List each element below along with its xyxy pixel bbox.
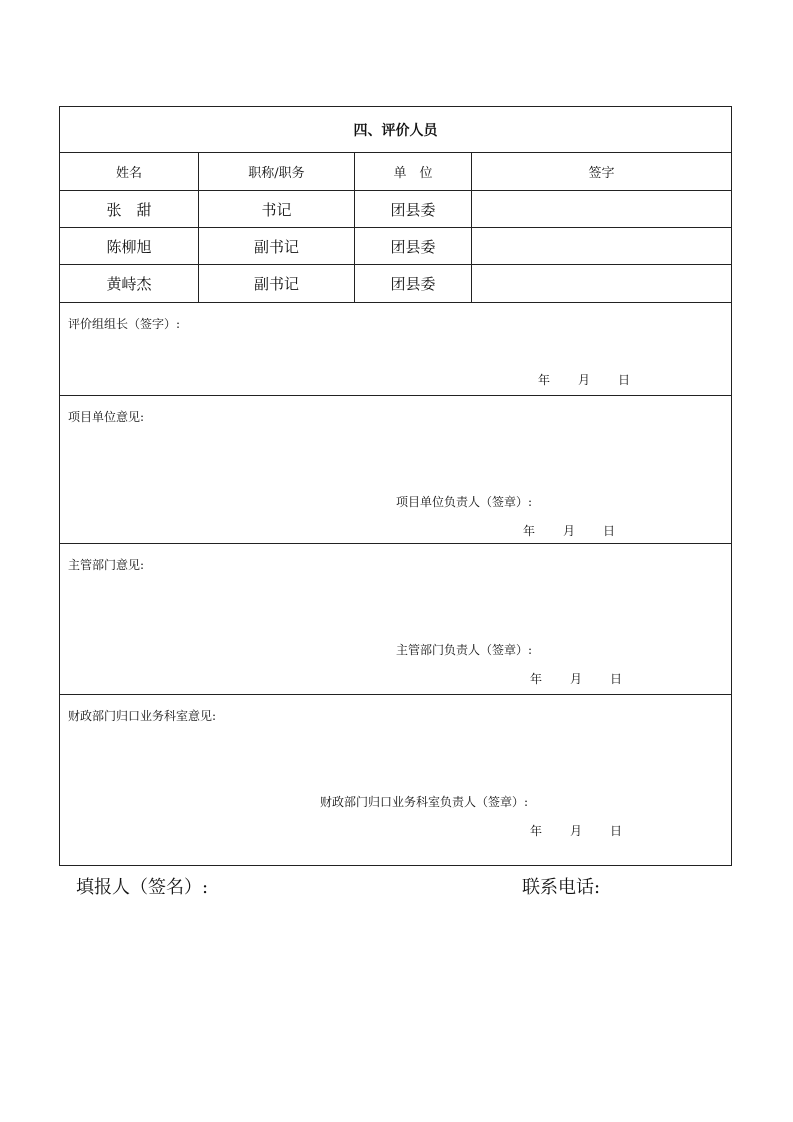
competent-dept-section[interactable] bbox=[60, 544, 731, 695]
project-unit-section[interactable] bbox=[60, 396, 731, 544]
table-row bbox=[60, 265, 731, 303]
table-row bbox=[60, 228, 731, 265]
member-title: 副书记 bbox=[199, 265, 355, 302]
date-day: 日 bbox=[610, 672, 623, 686]
competent-dept-date bbox=[530, 670, 622, 687]
date-year: 年 bbox=[530, 824, 543, 838]
date-day: 日 bbox=[610, 824, 623, 838]
finance-dept-date bbox=[530, 822, 622, 839]
date-month: 月 bbox=[570, 672, 583, 686]
member-name: 黄峙杰 bbox=[60, 265, 199, 302]
project-unit-signer: 项目单位负责人（签章）: bbox=[396, 495, 533, 509]
date-month: 月 bbox=[578, 373, 591, 387]
competent-dept-label: 主管部门意见: bbox=[68, 558, 145, 572]
filler-signature-label: 填报人（签名）: bbox=[76, 877, 209, 898]
member-signature[interactable] bbox=[472, 265, 731, 302]
group-leader-section[interactable] bbox=[60, 303, 731, 396]
date-month: 月 bbox=[563, 524, 576, 538]
group-leader-label: 评价组组长（签字）: bbox=[68, 317, 181, 331]
project-unit-label: 项目单位意见: bbox=[68, 410, 145, 424]
header-unit: 单 位 bbox=[355, 153, 472, 190]
finance-dept-label: 财政部门归口业务科室意见: bbox=[68, 709, 217, 723]
member-unit: 团县委 bbox=[355, 265, 472, 302]
date-year: 年 bbox=[523, 524, 536, 538]
date-year: 年 bbox=[530, 672, 543, 686]
contact-phone-label: 联系电话: bbox=[522, 877, 601, 898]
table-header-row bbox=[60, 153, 731, 191]
evaluation-form bbox=[59, 106, 732, 866]
finance-dept-signer: 财政部门归口业务科室负责人（签章）: bbox=[320, 795, 529, 809]
competent-dept-signer: 主管部门负责人（签章）: bbox=[396, 643, 533, 657]
member-name: 陈柳旭 bbox=[60, 228, 199, 264]
header-title: 职称/职务 bbox=[199, 153, 355, 190]
date-year: 年 bbox=[538, 373, 551, 387]
date-day: 日 bbox=[603, 524, 616, 538]
section-title: 四、评价人员 bbox=[60, 107, 731, 153]
member-unit: 团县委 bbox=[355, 191, 472, 227]
header-signature: 签字 bbox=[588, 166, 615, 181]
member-name: 张 甜 bbox=[60, 191, 199, 227]
member-unit: 团县委 bbox=[355, 228, 472, 264]
finance-dept-section[interactable] bbox=[60, 695, 731, 865]
date-month: 月 bbox=[570, 824, 583, 838]
member-title: 书记 bbox=[199, 191, 355, 227]
table-row bbox=[60, 191, 731, 228]
member-signature[interactable] bbox=[472, 191, 731, 227]
project-unit-date bbox=[523, 522, 615, 539]
member-signature[interactable] bbox=[472, 228, 731, 264]
date-day: 日 bbox=[618, 373, 631, 387]
header-name: 姓名 bbox=[60, 153, 199, 190]
group-leader-date bbox=[538, 371, 630, 388]
member-title: 副书记 bbox=[199, 228, 355, 264]
